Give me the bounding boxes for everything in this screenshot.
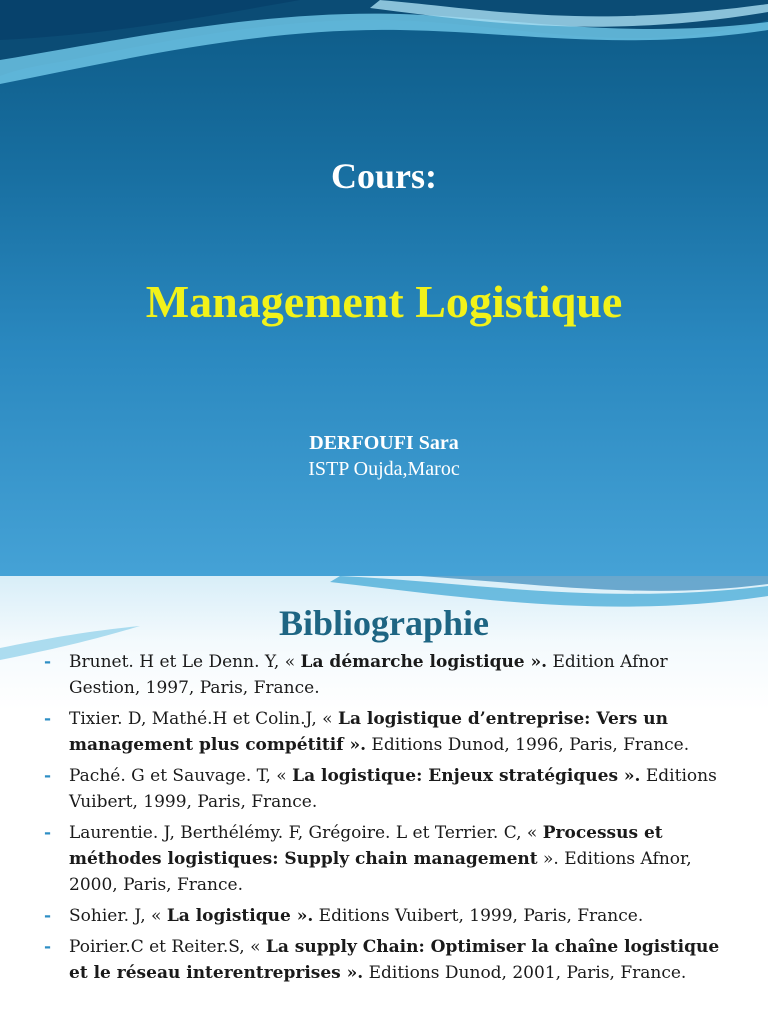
- author-affiliation: ISTP Oujda,Maroc: [308, 458, 460, 480]
- cours-label: Cours:: [331, 156, 437, 196]
- wave-decoration: [0, 0, 768, 110]
- reference-item: - Sohier. J, « La logistique ». Editions Vuibert, 1999, Paris, France.: [0, 903, 768, 929]
- author-name: DERFOUFI Sara: [309, 432, 459, 454]
- reference-item: - Paché. G et Sauvage. T, « La logistique: Enjeux stratégiques ». Editions Vuibert, 1999, Paris, France.: [0, 763, 768, 815]
- reference-item: - Tixier. D, Mathé.H et Colin.J, « La logistique d’entreprise: Vers un management plus compétitif ». Editions Dunod, 1996, Paris, France.: [0, 706, 768, 758]
- course-title: Management Logistique: [145, 276, 623, 327]
- reference-item: - Brunet. H et Le Denn. Y, « La démarche logistique ». Edition Afnor Gestion, 1997, Paris, France.: [0, 649, 768, 701]
- reference-item: - Poirier.C et Reiter.S, « La supply Chain: Optimiser la chaîne logistique et le réseau interentreprises ». Editions Dunod, 2001, Paris, France.: [0, 934, 768, 986]
- bibliography-title: Bibliographie: [278, 603, 490, 643]
- reference-list: [0, 649, 768, 991]
- bibliography-slide: [0, 576, 768, 1024]
- reference-item: - Laurentie. J, Berthélémy. F, Grégoire. L et Terrier. C, « Processus et méthodes logistiques: Supply chain management ». Editions Afnor, 2000, Paris, France.: [0, 820, 768, 898]
